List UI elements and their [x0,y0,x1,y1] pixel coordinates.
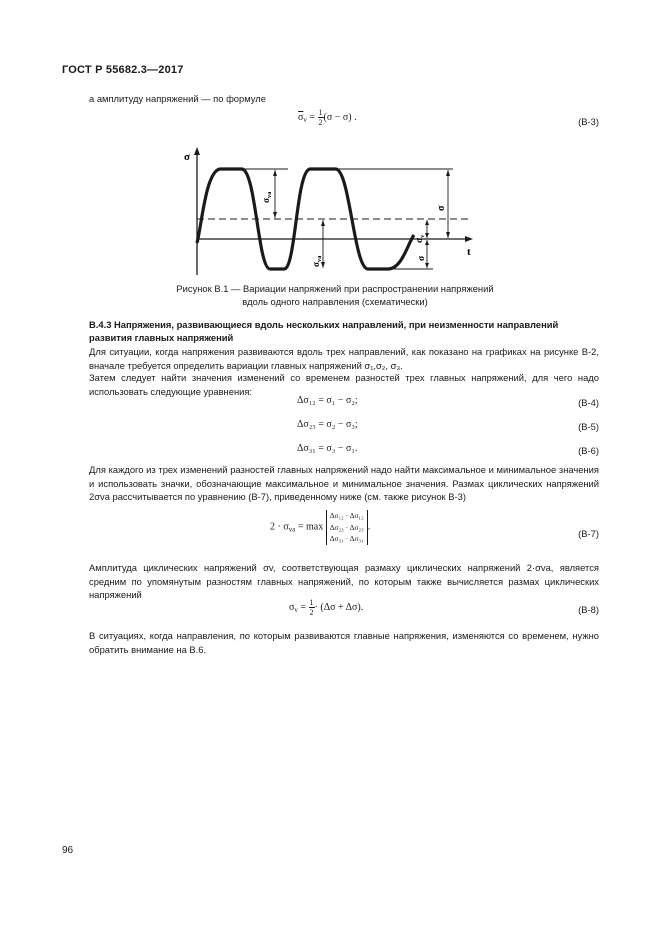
sigma-min-label: σ [417,255,427,261]
stress-wave [197,169,414,269]
dim-arrow [321,220,325,226]
eq-b8-number: (В-8) [578,604,599,615]
x-axis-label: t [467,246,471,258]
equation-b5: Δσ₂₃ = σ₂ − σ₃; [297,419,358,430]
eq-b7-matrix [326,510,368,545]
eq-b7-tail: . [367,521,371,533]
sigma-va-left-label: $\sigma_{va}$ [261,191,273,203]
figure-caption [150,282,520,308]
eq-b3-frac-den: 2 [318,118,323,127]
dim-arrow [273,170,277,176]
paragraph-4: Амплитуда циклических напряжений σv, соответствующая размаху циклических напряжений 2·σva, является средним по упомянутым разностям главных напряжений, по которым также вычисляется размах циклических напряжений [89,562,599,601]
eq-b3-eq: = [306,111,318,123]
page-number: 96 [62,845,74,856]
eq-b7-lhs-sub: va [288,525,296,534]
equation-b8 [289,598,363,617]
intro-line: а амплитуду напряжений — по формуле [89,93,266,104]
sigma-va-right-label: $\sigma_{va}$ [311,255,323,267]
y-axis-label: σ [184,151,190,163]
caption-line-1: Рисунок В.1 — Вариации напряжений при распространении напряжений [176,283,494,294]
caption-line-2: вдоль одного направления (схематически) [242,296,428,307]
document-header: ГОСТ Р 55682.3—2017 [62,64,184,76]
eq-b3-lhs-sub: v [303,115,307,124]
equation-b3 [298,108,357,127]
eq-b8-lhs-sub: v [294,605,298,614]
eq-b3-lhs: $\overline{\sigma}$ [298,111,304,123]
eq-b8-frac-num: 1 [309,598,314,607]
eq-b3-number: (В-3) [578,116,599,127]
eq-b8-lhs: σ [289,601,295,613]
paragraph-5: В ситуациях, когда направления, по которым развиваются главные напряжения, изменяются со временем, нужно обратить внимание на В.6. [89,630,599,655]
dim-arrow [425,220,429,225]
x-axis-arrow [465,236,473,242]
eq-b5-number: (В-5) [578,421,599,432]
eq-b7-lhs: 2 · σ [270,521,289,533]
sigma-max-label: σ [436,205,447,211]
eq-b8-eq: = [297,601,309,613]
equation-b6: Δσ₃₁ = σ₃ − σ₁. [297,443,358,454]
equation-b4: Δσ₁₂ = σ₁ − σ₂; [297,395,358,406]
eq-b7-number: (В-7) [578,528,599,539]
y-axis-arrow [194,147,200,155]
section-heading: В.4.3 Напряжения, развивающиеся вдоль нескольких направлений, при неизменности направлений развития главных напряжений [89,319,559,344]
eq-b3-frac-num: 1 [318,108,323,117]
eq-b3-rhs: (σ − σ) . [323,111,357,123]
sigma-v-label: $\sigma_v$ [415,234,426,243]
eq-b7-row-3: Δσ₃₁ · Δσ₃₁ [329,534,364,543]
dim-arrow [273,212,277,218]
eq-b7-row-2: Δσ₂₃ · Δσ₂₃ [329,522,364,532]
dim-arrow [446,232,450,238]
eq-b8-frac-den: 2 [309,608,314,617]
eq-b4-number: (В-4) [578,397,599,408]
dim-arrow [425,263,429,268]
stress-variation-figure [178,143,483,283]
eq-b7-op: = max [295,521,324,533]
dim-arrow [425,240,429,245]
eq-b7-row-1: Δσ₁₂ · Δσ₁₂ [329,511,364,520]
eq-b6-number: (В-6) [578,445,599,456]
paragraph-3: Для каждого из трех изменений разностей главных напряжений надо найти максимальное и минимальное значения и использовать значки, обозначающие максимальное и минимальное значения. Размах циклических напряжений 2σva рассчитывается по уравнению (В-7), приведенному ниже (см. также рисунок В-3) [89,464,599,503]
dim-arrow [446,170,450,176]
paragraph-1: Для ситуации, когда напряжения развиваются вдоль трех направлений, как показано на графиках на рисунке В-2, вначале требуется определить вариации главных напряжений σ₁,σ₂, σ₃. [89,346,599,371]
paragraph-2: Затем следует найти значения изменений со временем разностей трех главных напряжений, для чего надо использовать следующие уравнения: [89,372,599,397]
eq-b8-rhs: · (Δσ + Δσ). [314,601,364,613]
equation-b7 [270,510,370,545]
